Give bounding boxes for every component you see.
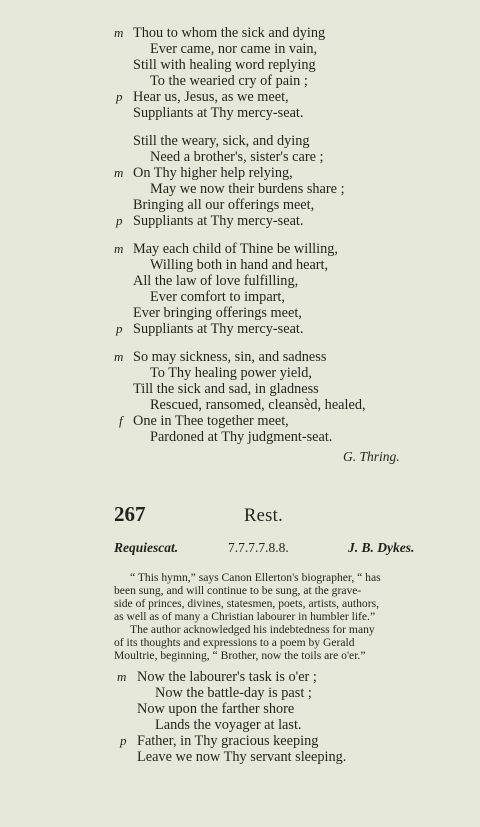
dynamic-mark: p xyxy=(116,321,123,336)
metre: 7.7.7.7.8.8. xyxy=(228,540,289,555)
note-line: of its thoughts and expressions to a poem by Gerald xyxy=(114,636,355,649)
dynamic-mark: m xyxy=(114,241,124,256)
verse-line: Now upon the farther shore xyxy=(137,701,295,717)
verse-line: Bringing all our offerings meet, xyxy=(133,197,315,213)
verse-line: Lands the voyager at last. xyxy=(155,717,302,733)
author-signature: G. Thring. xyxy=(343,449,400,464)
verse-line: Till the sick and sad, in gladness xyxy=(133,381,319,397)
verse-line: On Thy higher help relying, xyxy=(133,165,293,181)
dynamic-mark: p xyxy=(116,213,123,228)
hymn-title: Rest. xyxy=(244,506,284,526)
verse-line: Hear us, Jesus, as we meet, xyxy=(133,89,289,105)
dynamic-mark: m xyxy=(114,165,124,180)
verse-line: Still the weary, sick, and dying xyxy=(133,133,310,149)
verse-line: Willing both in hand and heart, xyxy=(150,257,329,273)
hymn-number: 267 xyxy=(114,502,146,526)
note-line: side of princes, divines, statesmen, poets, artists, authors, xyxy=(114,597,379,610)
verse-line: All the law of love fulfilling, xyxy=(133,273,299,289)
verse-line: Ever came, nor came in vain, xyxy=(150,41,318,57)
dynamic-mark: p xyxy=(120,733,127,748)
verse-line: Leave we now Thy servant sleeping. xyxy=(137,749,347,765)
dynamic-mark: p xyxy=(116,89,123,104)
dynamic-mark: m xyxy=(114,349,124,364)
verse-line: Thou to whom the sick and dying xyxy=(133,25,326,41)
note-line: been sung, and will continue to be sung, at the grave- xyxy=(114,584,362,597)
verse-line: Suppliants at Thy mercy-seat. xyxy=(133,105,304,121)
verse-line: Now the battle-day is past ; xyxy=(155,685,312,701)
verse-line: Rescued, ransomed, cleansèd, healed, xyxy=(150,397,366,413)
verse-line: To Thy healing power yield, xyxy=(150,365,312,381)
note-line: as well as of many a Christian labourer in humbler life.” xyxy=(114,610,376,623)
note-line: The author acknowledged his indebtedness for many xyxy=(130,623,375,636)
verse-line: Now the labourer's task is o'er ; xyxy=(137,669,317,685)
note-line: “ This hymn,” says Canon Ellerton's biographer, “ has xyxy=(130,571,381,584)
verse-line: So may sickness, sin, and sadness xyxy=(133,349,327,365)
tune-name: Requiescat. xyxy=(114,540,179,555)
verse-line: Ever bringing offerings meet, xyxy=(133,305,302,321)
dynamic-mark: m xyxy=(114,25,124,40)
verse-line: Suppliants at Thy mercy-seat. xyxy=(133,213,304,229)
verse-line: One in Thee together meet, xyxy=(133,413,289,429)
verse-line: Father, in Thy gracious keeping xyxy=(137,733,319,749)
verse-line: Suppliants at Thy mercy-seat. xyxy=(133,321,304,337)
dynamic-mark: f xyxy=(119,413,123,428)
verse-line: Need a brother's, sister's care ; xyxy=(150,149,324,165)
composer: J. B. Dykes. xyxy=(348,540,415,555)
verse-line: May we now their burdens share ; xyxy=(150,181,345,197)
dynamic-mark: m xyxy=(117,669,127,684)
verse-line: May each child of Thine be willing, xyxy=(133,241,339,257)
verse-line: Pardoned at Thy judgment-seat. xyxy=(150,429,333,445)
verse-line: To the wearied cry of pain ; xyxy=(150,73,308,89)
note-line: Moultrie, beginning, “ Brother, now the toils are o'er.” xyxy=(114,649,366,662)
verse-line: Ever comfort to impart, xyxy=(150,289,285,305)
verse-line: Still with healing word replying xyxy=(133,57,316,73)
